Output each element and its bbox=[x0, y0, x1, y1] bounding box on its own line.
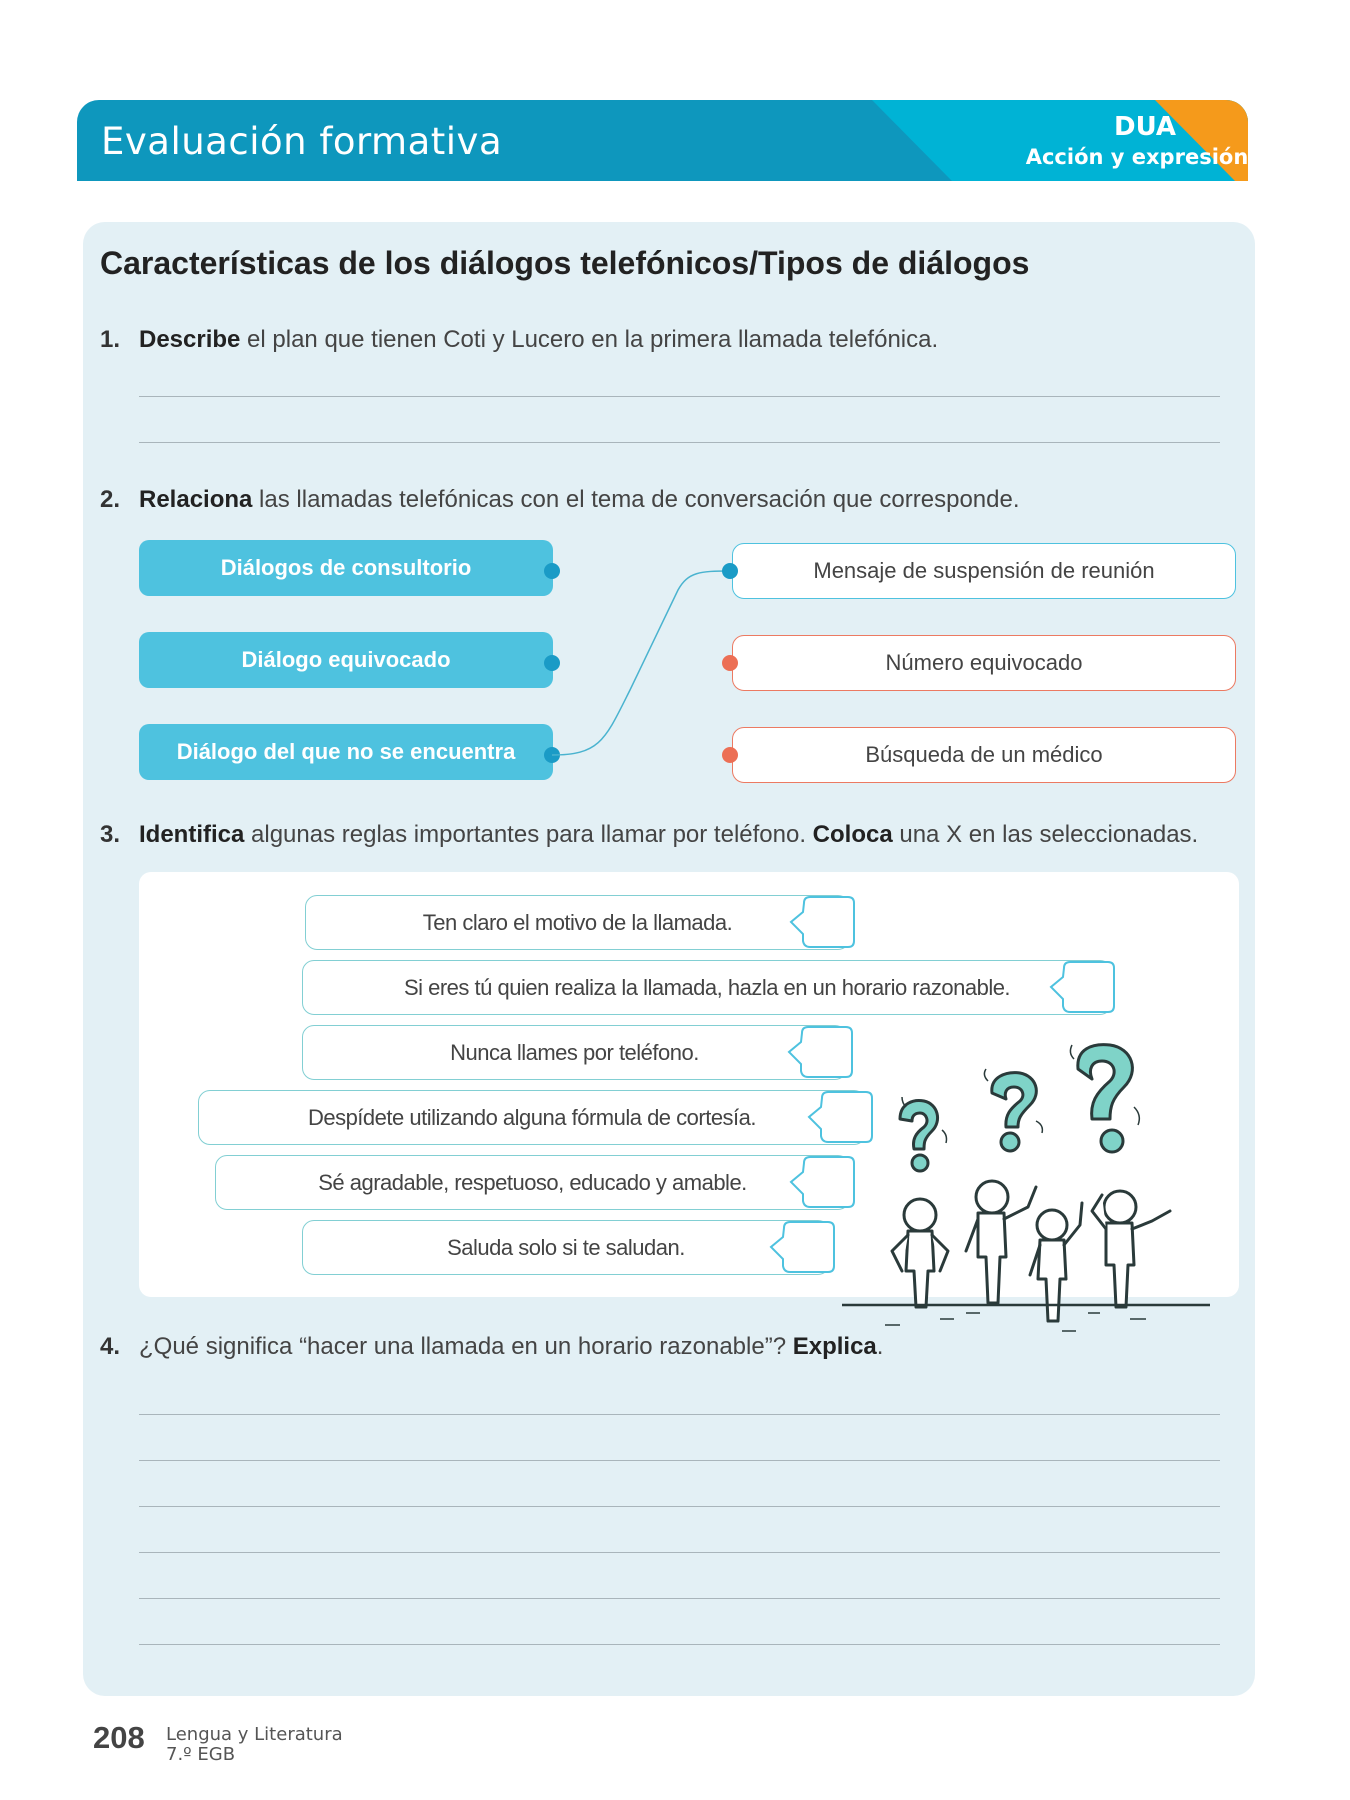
question-text: algunas reglas importantes para llamar por teléfono. bbox=[244, 821, 813, 848]
rule-item: Despídete utilizando alguna fórmula de cortesía. bbox=[198, 1090, 866, 1145]
answer-line-4d[interactable] bbox=[139, 1552, 1220, 1553]
question-3 bbox=[100, 821, 1198, 849]
question-verb: Explica bbox=[792, 1333, 877, 1360]
match-right-3[interactable]: Búsqueda de un médico bbox=[732, 727, 1236, 783]
match-dot-right-2[interactable] bbox=[722, 655, 738, 671]
match-dot-right-1[interactable] bbox=[722, 563, 738, 579]
rule-checkbox-1[interactable] bbox=[788, 894, 858, 952]
match-left-3[interactable]: Diálogo del que no se encuentra bbox=[139, 724, 553, 780]
question-text: ¿Qué significa “hacer una llamada en un horario razonable”? bbox=[139, 1333, 793, 1360]
match-right-2[interactable]: Número equivocado bbox=[732, 635, 1236, 691]
match-dot-right-3[interactable] bbox=[722, 747, 738, 763]
page-number: 208 bbox=[93, 1720, 145, 1755]
question-verb: Relaciona bbox=[139, 486, 253, 513]
answer-line-4c[interactable] bbox=[139, 1506, 1220, 1507]
header-title: Evaluación formativa bbox=[101, 120, 503, 163]
dua-badge-title: DUA bbox=[1113, 112, 1177, 142]
match-left-1[interactable]: Diálogos de consultorio bbox=[139, 540, 553, 596]
question-text: las llamadas telefónicas con el tema de conversación que corresponde. bbox=[252, 486, 1020, 513]
footer-grade: 7.º EGB bbox=[166, 1744, 236, 1765]
question-number: 3. bbox=[100, 821, 121, 848]
section-title: Características de los diálogos telefónicos/Tipos de diálogos bbox=[100, 245, 1030, 281]
answer-line-4b[interactable] bbox=[139, 1460, 1220, 1461]
rule-item: Sé agradable, respetuoso, educado y amable. bbox=[215, 1155, 850, 1210]
question-number: 4. bbox=[100, 1333, 121, 1360]
question-verb-2: Coloca bbox=[812, 821, 893, 848]
question-4 bbox=[100, 1333, 883, 1361]
dua-badge-subtitle: Acción y expresión bbox=[1025, 145, 1248, 169]
rule-item: Saluda solo si te saludan. bbox=[302, 1220, 830, 1275]
question-text: el plan que tienen Coti y Lucero en la primera llamada telefónica. bbox=[240, 326, 939, 353]
footer-subject: Lengua y Literatura bbox=[166, 1724, 343, 1745]
match-right-1[interactable]: Mensaje de suspensión de reunión bbox=[732, 543, 1236, 599]
rule-checkbox-2[interactable] bbox=[1048, 959, 1118, 1017]
question-text-2: . bbox=[876, 1333, 884, 1360]
rule-checkbox-6[interactable] bbox=[768, 1219, 838, 1277]
question-verb: Identifica bbox=[139, 821, 245, 848]
answer-line-4a[interactable] bbox=[139, 1414, 1220, 1415]
answer-line-4f[interactable] bbox=[139, 1644, 1220, 1645]
answer-line-4e[interactable] bbox=[139, 1598, 1220, 1599]
question-verb: Describe bbox=[139, 326, 241, 353]
rule-item: Si eres tú quien realiza la llamada, hazla en un horario razonable. bbox=[302, 960, 1112, 1015]
question-text-2: una X en las seleccionadas. bbox=[892, 821, 1199, 848]
question-number: 1. bbox=[100, 326, 121, 353]
question-number: 2. bbox=[100, 486, 121, 513]
rule-item: Ten claro el motivo de la llamada. bbox=[305, 895, 850, 950]
match-left-2[interactable]: Diálogo equivocado bbox=[139, 632, 553, 688]
confused-people-illustration bbox=[830, 1035, 1230, 1340]
rule-item: Nunca llames por teléfono. bbox=[302, 1025, 847, 1080]
